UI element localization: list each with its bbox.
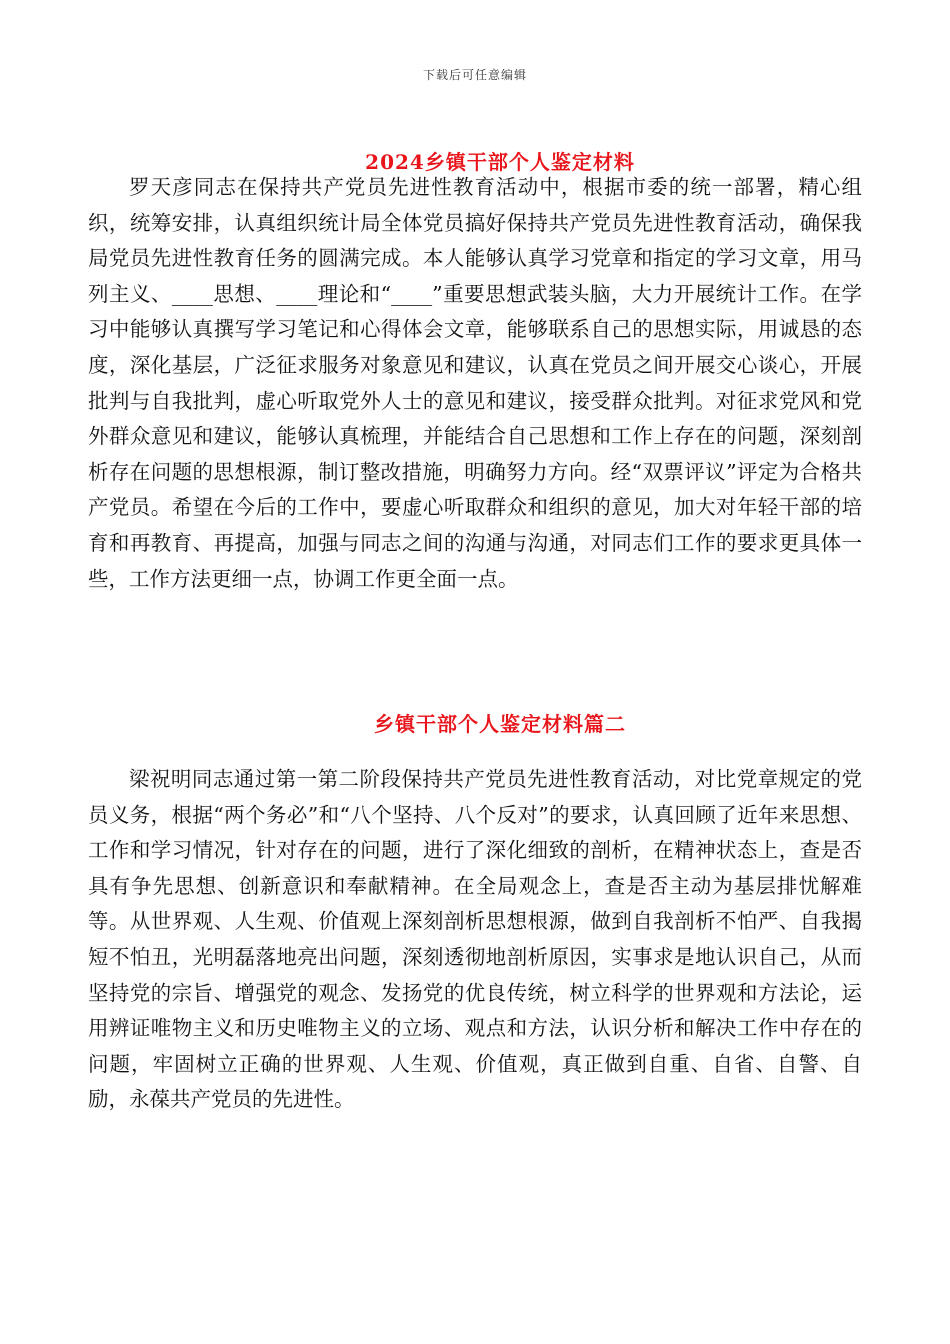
section-paragraph-2: 梁祝明同志通过第一第二阶段保持共产党员先进性教育活动，对比党章规定的党员义务，根据“两个务必”和“八个坚持、八个反对”的要求，认真回顾了近年来思想、工作和学习情况，针对存在的问题，进行了深化细致的剖析，在精神状态上，查是否具有争先思想、创新意识和奉献精神。在全局观念上，查是否主动为基层排忧解难等。从世界观、人生观、价值观上深刻剖析思想根源，做到自我剖析不怕严、自我揭短不怕丑，光明磊落地亮出问题，深刻透彻地剖析原因，实事求是地认识自己，从而坚持党的宗旨、增强党的观念、发扬党的优良传统，树立科学的世界观和方法论，运用辨证唯物主义和历史唯物主义的立场、观点和方法，认识分析和解决工作中存在的问题，牢固树立正确的世界观、人生观、价值观，真正做到自重、自省、自警、自励，永葆共产党员的先进性。 — [88, 767, 862, 1112]
section-title-2: 乡镇干部个人鉴定材料篇二 — [374, 712, 626, 736]
section-paragraph-1: 罗天彦同志在保持共产党员先进性教育活动中，根据市委的统一部署，精心组织，统筹安排，认真组织统计局全体党员搞好保持共产党员先进性教育活动，确保我局党员先进性教育任务的圆满完成。本人能够认真学习党章和指定的学习文章，用马列主义、____思想、____理论和“____”重要思想武装头脑，大力开展统计工作。在学习中能够认真撰写学习笔记和心得体会文章，能够联系自己的思想实际，用诚恳的态度，深化基层，广泛征求服务对象意见和建议，认真在党员之间开展交心谈心，开展批判与自我批判，虚心听取党外人士的意见和建议，接受群众批判。对征求党风和党外群众意见和建议，能够认真梳理，并能结合自己思想和工作上存在的问题，深刻剖析存在问题的思想根源，制订整改措施，明确努力方向。经“双票评议”评定为合格共产党员。希望在今后的工作中，要虚心听取群众和组织的意见，加大对年轻干部的培育和再教育、再提高，加强与同志之间的沟通与沟通，对同志们工作的要求更具体一些，工作方法更细一点，协调工作更全面一点。 — [88, 175, 862, 591]
header-note: 下载后可任意编辑 — [422, 68, 527, 82]
section-title-1: 2024乡镇干部个人鉴定材料 — [365, 150, 635, 174]
